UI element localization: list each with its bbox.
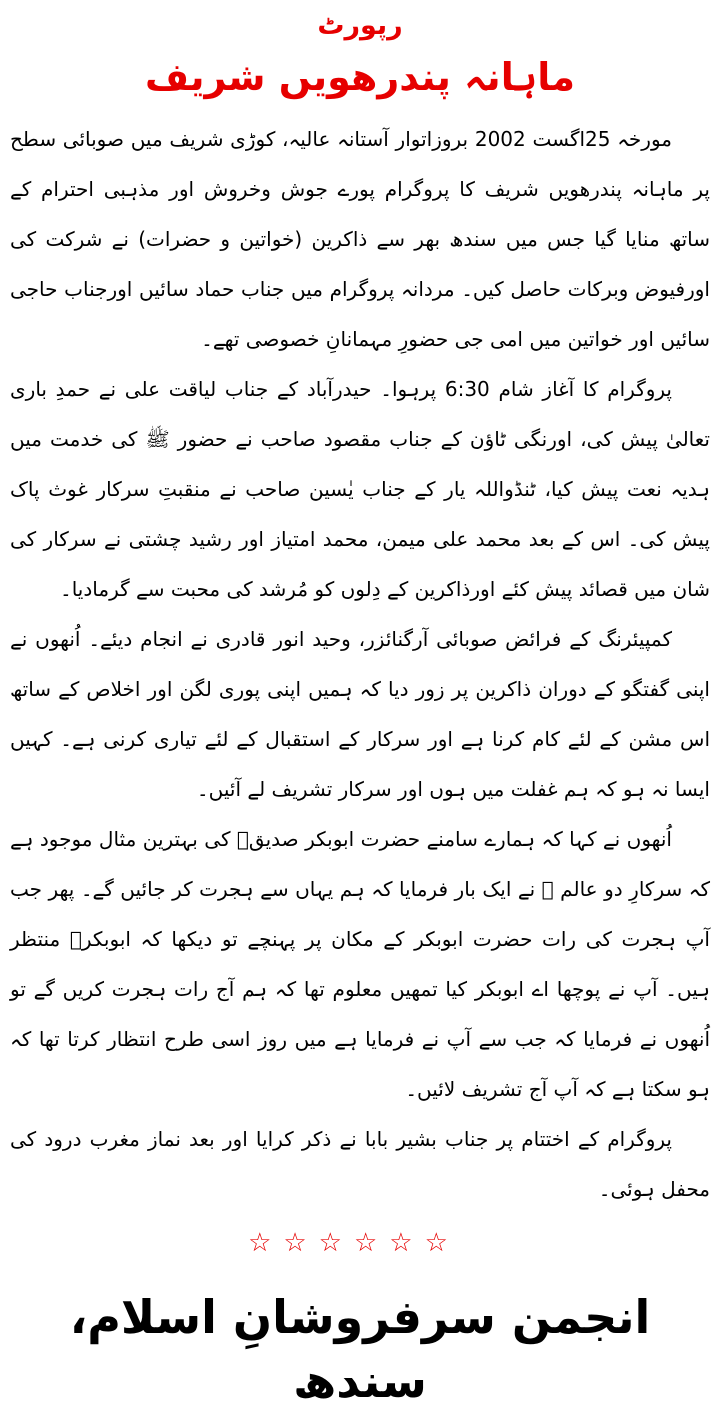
paragraph-closing: پروگرام کے اختتام پر جناب بشیر بابا نے ذکر کرایا اور بعد نماز مغرب درود کی محفل ہوئی۔ <box>10 1126 710 1201</box>
paragraph-compering: کمپیئرنگ کے فرائض صوبائی آرگنائزر، وحید انور قادری نے انجام دیئے۔ اُنھوں نے اپنی گفتگو کے دوران ذاکرین پر زور دیا کہ ہمیں اپنی پوری لگن اور اخلاص کے ساتھ اس مشن کے لئے کام کرنا ہے اور سرکار کے استقبال کے لئے تیاری کرنی ہے۔ کہیں ایسا نہ ہو کہ ہم غفلت میں ہوں اور سرکار تشریف لے آئیں۔ <box>10 626 710 801</box>
paragraph-event-intro: مورخہ 25اگست 2002 بروزاتوار آستانہ عالیہ، کوڑی شریف میں صوبائی سطح پر ماہانہ پندرھویں شریف کا پروگرام پورے جوش وخروش اور مذہبی احترام کے ساتھ منایا گیا جس میں سندھ بھر سے ذاکرین (خواتین و حضرات) نے شرکت کی اورفیوض وبرکات حاصل کیں۔ مردانہ پروگرام میں جناب حماد سائیں اورجناب حاجی سائیں اور خواتین میں امی جی حضورِ مہمانانِ خصوصی تھے۔ <box>10 126 710 351</box>
document-subtitle: ماہانہ پندرھویں شریف <box>144 54 576 99</box>
organization-name: انجمن سرفروشانِ اسلام، سندھ <box>69 1289 651 1409</box>
document-page <box>0 6 720 1409</box>
paragraph-hijrat-story: اُنھوں نے کہا کہ ہمارے سامنے حضرت ابوبکر صدیقؓ کی بہترین مثال موجود ہے کہ سرکارِ دو عالم ﷺ نے ایک بار فرمایا کہ ہم یہاں سے ہجرت کر جائیں گے۔ پھر جب آپ ہجرت کی رات حضرت ابوبکر کے مکان پر پہنچے تو دیکھا کہ ابوبکرؓ منتظر ہیں۔ آپ نے پوچھا اے ابوبکر کیا تمھیں معلوم تھا کہ ہم آج رات ہجرت کریں گے تو اُنھوں نے فرمایا کہ جب سے آپ نے فرمایا ہے میں روز اسی طرح انتظار کرتا تھا کہ ہو سکتا ہے کہ آپ آج تشریف لائیں۔ <box>10 826 710 1101</box>
report-title: رپورٹ <box>317 10 403 41</box>
report-body <box>0 104 720 1214</box>
star-divider: ☆☆☆☆☆☆ <box>248 1227 460 1258</box>
paragraph-program-start: پروگرام کا آغاز شام 6:30 پرہوا۔ حیدرآباد کے جناب لیاقت علی نے حمدِ باری تعالیٰ پیش کی، اورنگی ٹاؤن کے جناب مقصود صاحب نے حضور ﷺ کی خدمت میں ہدیہ نعت پیش کیا، ٹنڈواللہ یار کے جناب یٰسین صاحب نے منقبتِ سرکار غوث پاک پیش کی۔ اس کے بعد محمد علی میمن، محمد امتیاز اور رشید چشتی نے سرکار کی شان میں قصائد پیش کئے اورذاکرین کے دِلوں کو مُرشد کی محبت سے گرمادیا۔ <box>10 376 710 601</box>
